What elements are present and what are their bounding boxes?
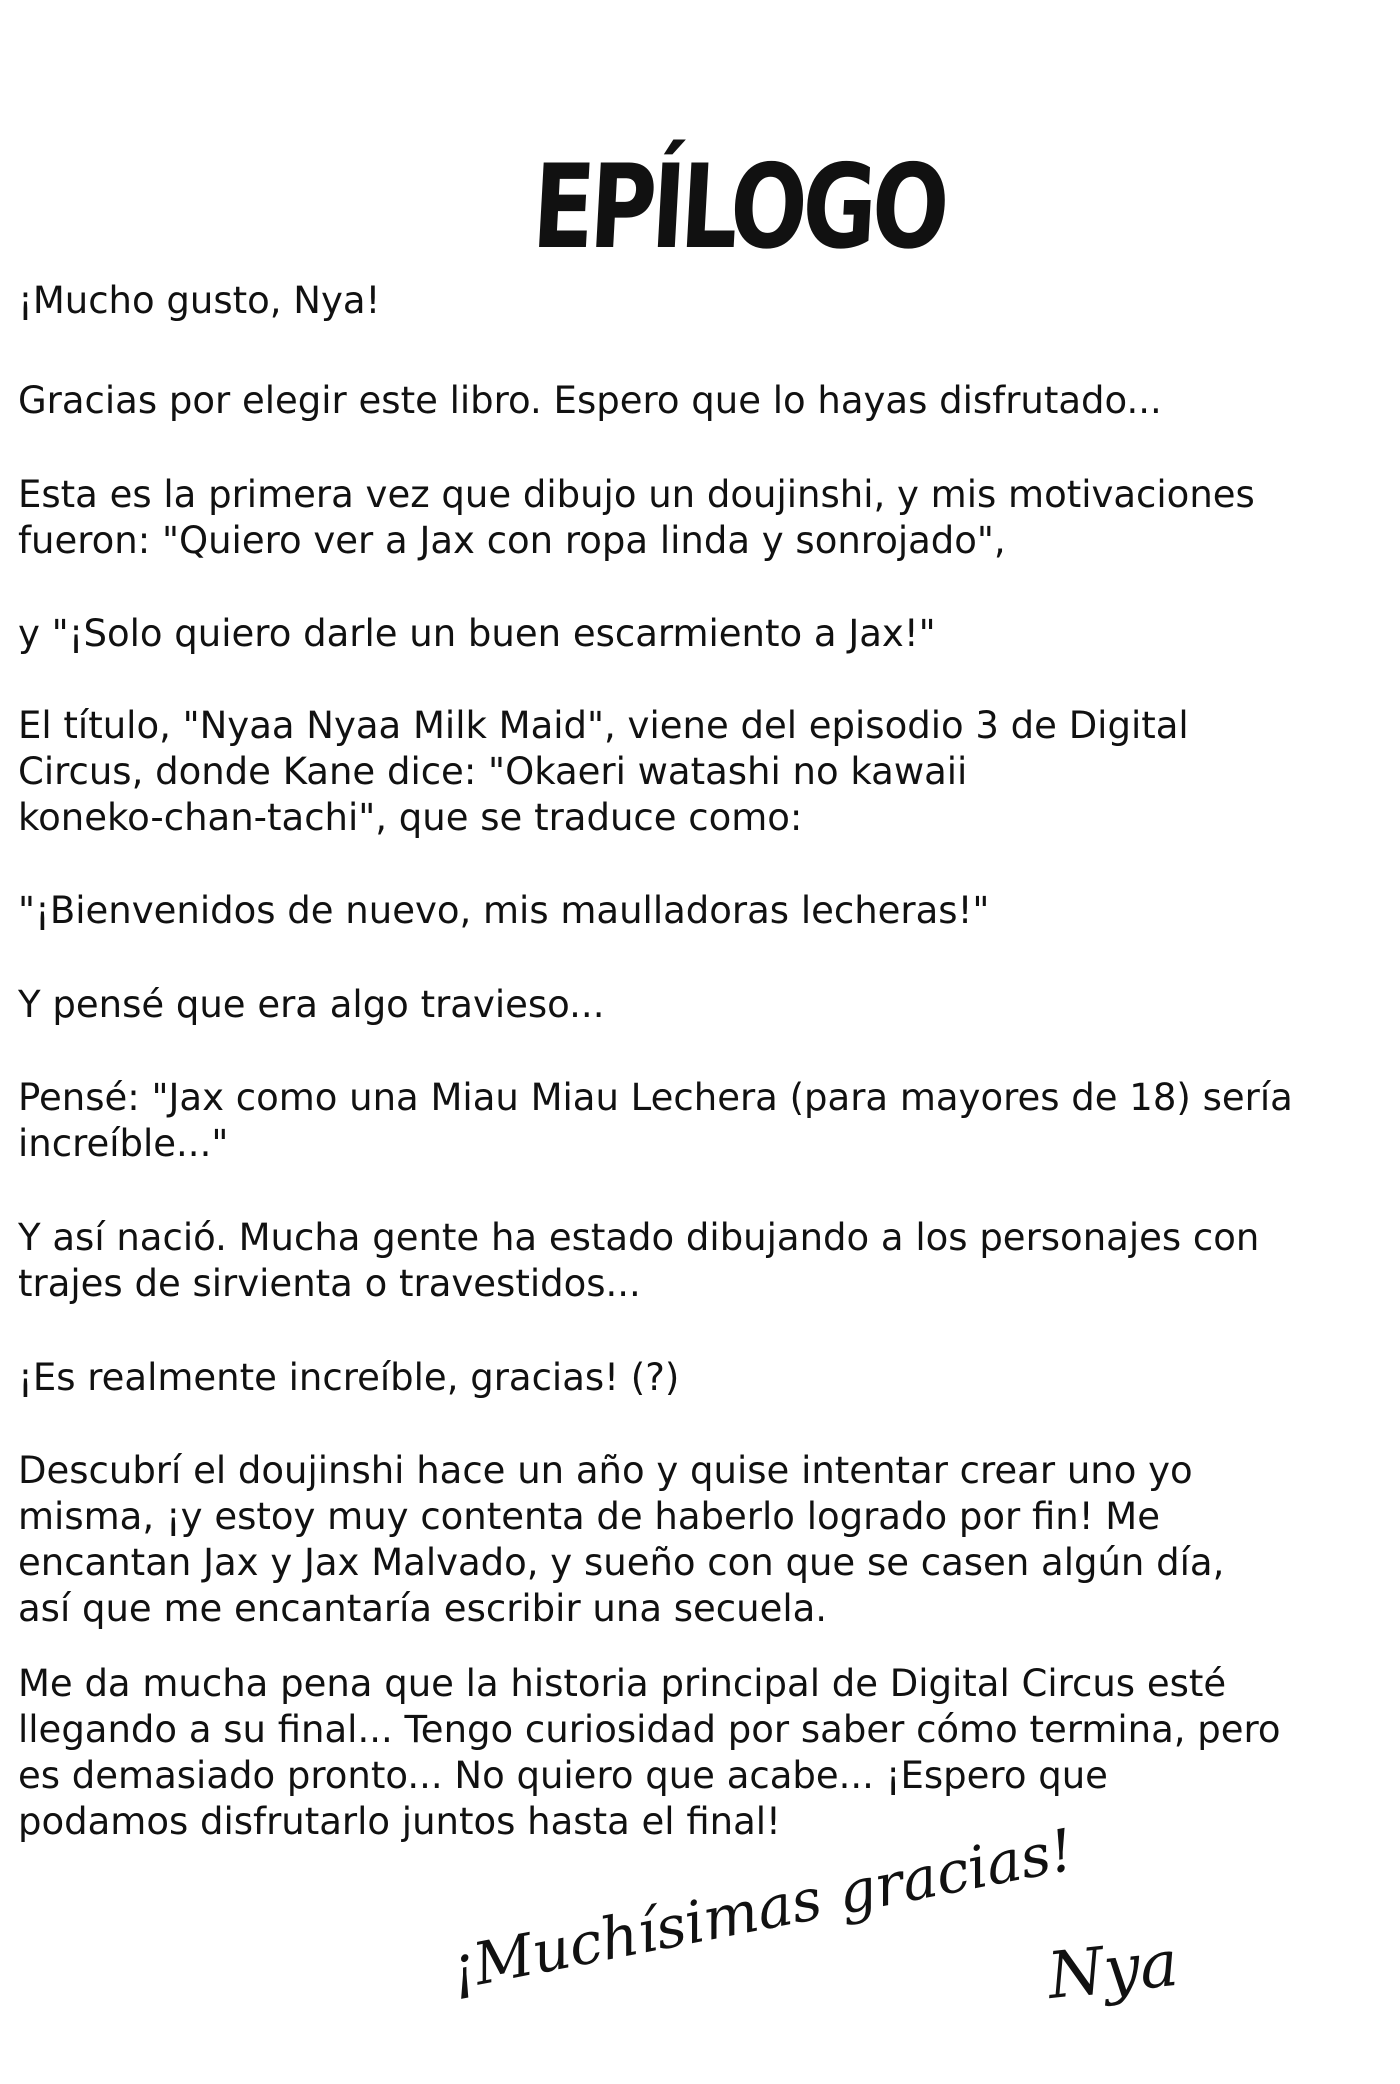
paragraph-idea [18,1075,1293,1167]
paragraph-discovery [18,1448,1224,1632]
text-line: Pensé: "Jax como una Miau Miau Lechera (para mayores de 18) sería [18,1076,1293,1119]
text-line: Gracias por elegir este libro. Espero que lo hayas disfrutado... [18,379,1162,422]
paragraph-title-origin [18,703,1189,841]
text-line: Descubrí el doujinshi hace un año y quise intentar crear uno yo [18,1449,1193,1492]
text-line: El título, "Nyaa Nyaa Milk Maid", viene del episodio 3 de Digital [18,704,1189,747]
paragraph-thanks [18,378,1162,424]
paragraph-motivation-quote [18,611,936,657]
text-line: koneko-chan-tachi", que se traduce como: [18,796,803,839]
text-line: ¡Es realmente increíble, gracias! (?) [18,1356,680,1399]
paragraph-birth [18,1215,1259,1307]
paragraph-ending [18,1661,1281,1845]
text-line: increíble..." [18,1122,229,1165]
handwritten-thanks: ¡Muchísimas gracias! [445,1815,1080,2003]
text-line: y "¡Solo quiero darle un buen escarmiento a Jax!" [18,612,936,655]
paragraph-translation [18,888,989,934]
text-line: llegando a su final... Tengo curiosidad por saber cómo termina, pero [18,1708,1281,1751]
page-title: EPÍLOGO [529,140,949,275]
paragraph-naughty [18,982,604,1028]
text-line: encantan Jax y Jax Malvado, y sueño con que se casen algún día, [18,1541,1225,1584]
text-line: trajes de sirvienta o travestidos... [18,1262,641,1305]
paragraph-motivation [18,472,1255,564]
text-line: "¡Bienvenidos de nuevo, mis maulladoras lecheras!" [18,889,990,932]
text-line: Esta es la primera vez que dibujo un doujinshi, y mis motivaciones [18,473,1255,516]
text-line: así que me encantaría escribir una secuela. [18,1587,828,1630]
text-line: misma, ¡y estoy muy contenta de haberlo logrado por fin! Me [18,1495,1160,1538]
handwritten-signature: Nya [1044,1926,1182,2014]
text-line: podamos disfrutarlo juntos hasta el final! [18,1800,781,1843]
text-line: Y pensé que era algo travieso... [18,983,605,1026]
text-line: Y así nació. Mucha gente ha estado dibujando a los personajes con [18,1216,1260,1259]
text-line: Me da mucha pena que la historia principal de Digital Circus esté [18,1662,1227,1705]
text-line: fueron: "Quiero ver a Jax con ropa linda y sonrojado", [18,519,1006,562]
text-line: es demasiado pronto... No quiero que acabe... ¡Espero que [18,1754,1108,1797]
text-line: ¡Mucho gusto, Nya! [18,279,381,322]
paragraph-greeting [18,278,380,324]
paragraph-amazing [18,1355,679,1401]
text-line: Circus, donde Kane dice: "Okaeri watashi no kawaii [18,750,968,793]
